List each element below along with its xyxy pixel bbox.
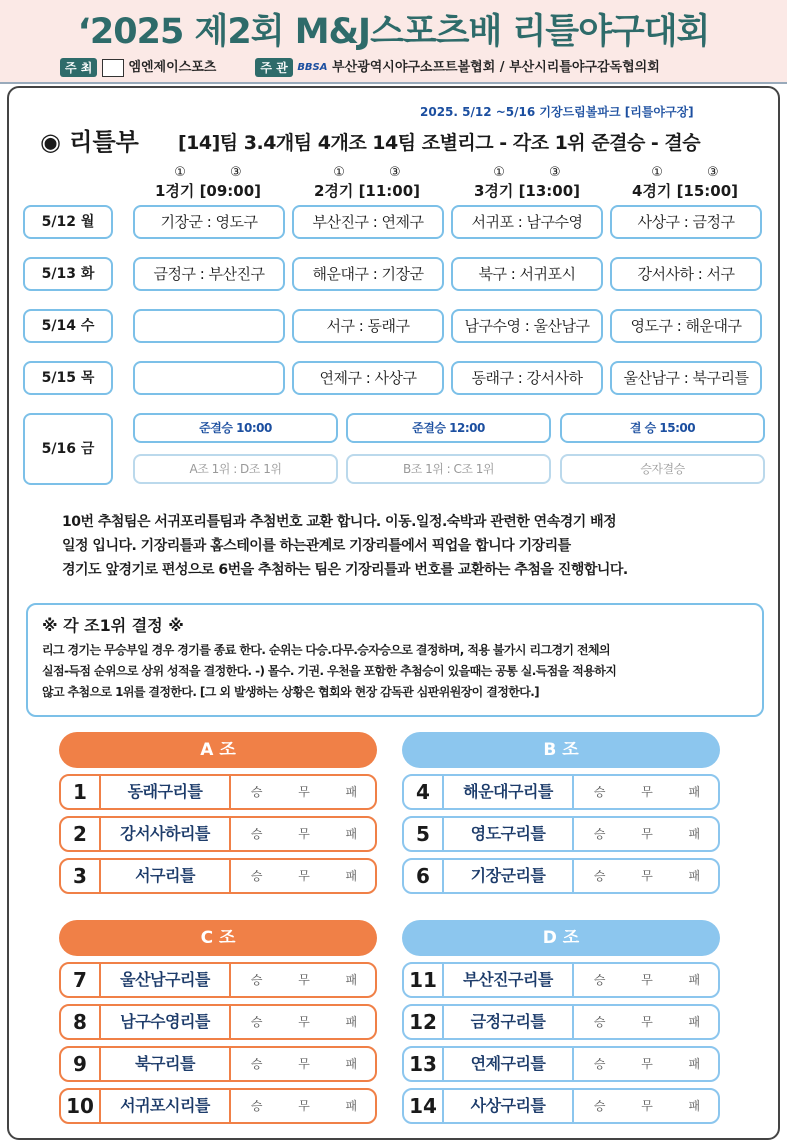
- win-label: 승: [593, 973, 606, 987]
- win-label: 승: [250, 1099, 263, 1113]
- win-label: 승: [593, 869, 606, 883]
- loss-label: 패: [345, 1099, 358, 1113]
- column-header-2: ① ③ 2경기 [11:00]: [313, 165, 421, 200]
- team-row: [402, 816, 720, 852]
- host-name: 엠엔제이스포츠: [128, 60, 217, 75]
- win-draw-loss: [233, 1006, 375, 1038]
- rules-box: [26, 603, 764, 717]
- win-label: 승: [593, 1015, 606, 1029]
- game-cell: 해운대구 : 기장군: [292, 257, 444, 291]
- draw-label: 무: [641, 827, 653, 841]
- draw-label: 무: [298, 1057, 310, 1071]
- team-name: 울산남구리틀: [101, 964, 231, 996]
- draw-label: 무: [641, 1057, 653, 1071]
- win-draw-loss: [576, 818, 718, 850]
- game-cell: 기장군 : 영도구: [133, 205, 285, 239]
- team-name: 서구리틀: [101, 860, 231, 892]
- final-matchup: 승자결승: [560, 454, 765, 484]
- team-name: 영도구리틀: [444, 818, 574, 850]
- game-cell: 서구 : 동래구: [292, 309, 444, 343]
- draw-label: 무: [298, 869, 310, 883]
- loss-label: 패: [688, 973, 701, 987]
- game-cell: 연제구 : 사상구: [292, 361, 444, 395]
- game-cell: 금정구 : 부산진구: [133, 257, 285, 291]
- day-label: 5/14 수: [23, 309, 113, 343]
- team-name: 금정구리틀: [444, 1006, 574, 1038]
- loss-label: 패: [345, 785, 358, 799]
- header: [0, 0, 787, 84]
- win-label: 승: [250, 973, 263, 987]
- loss-label: 패: [688, 1015, 701, 1029]
- mj-logo-icon: [102, 59, 124, 77]
- date-venue: 2025. 5/12 ~5/16 기장드림볼파크 [리틀야구장]: [420, 105, 694, 119]
- draw-label: 무: [641, 1099, 653, 1113]
- organizer-name: 부산광역시야구소프트볼협회 / 부산시리틀야구감독협의회: [332, 60, 660, 75]
- team-row: [402, 774, 720, 810]
- column-header-4: ① ③ 4경기 [15:00]: [631, 165, 739, 200]
- win-label: 승: [250, 827, 263, 841]
- team-number: 8: [61, 1006, 101, 1038]
- game-cell: 강서사하 : 서구: [610, 257, 762, 291]
- win-draw-loss: [576, 1006, 718, 1038]
- group-c-header: C 조: [59, 920, 377, 956]
- division-description: [14]팀 3.4개팀 4개조 14팀 조별리그 - 각조 1위 준결승 - 결승: [178, 132, 701, 154]
- team-number: 12: [404, 1006, 444, 1038]
- notice: 10번 추첨팀은 서귀포리틀팀과 추첨번호 교환 합니다. 이동.일정.숙박과 관련한 연속경기 배정 일정 입니다. 기장리틀과 홈스테이를 하는관계로 기장리틀에서 픽업을 합니다 기장리틀 경기도 앞경기로 편성으로 6번을 추첨하는 팀은 기장리틀과 번호를 교환하는 추첨을 진행합니다.: [62, 514, 628, 578]
- win-label: 승: [250, 869, 263, 883]
- team-row: [59, 1088, 377, 1124]
- team-name: 사상구리틀: [444, 1090, 574, 1122]
- win-label: 승: [250, 1057, 263, 1071]
- semifinal-1-time: 준결승 10:00: [133, 413, 338, 443]
- group-b-header: B 조: [402, 732, 720, 768]
- win-draw-loss: [233, 860, 375, 892]
- loss-label: 패: [688, 1099, 701, 1113]
- team-number: 14: [404, 1090, 444, 1122]
- draw-label: 무: [298, 1099, 310, 1113]
- team-row: [402, 1004, 720, 1040]
- game-cell: 사상구 : 금정구: [610, 205, 762, 239]
- team-row: [402, 1046, 720, 1082]
- draw-label: 무: [641, 785, 653, 799]
- game-cell: [133, 309, 285, 343]
- host-tag: 주 최: [60, 58, 97, 77]
- group-d-header: D 조: [402, 920, 720, 956]
- team-row: [59, 1046, 377, 1082]
- team-row: [402, 1088, 720, 1124]
- game-cell: 남구수영 : 울산남구: [451, 309, 603, 343]
- team-row: [402, 858, 720, 894]
- team-number: 6: [404, 860, 444, 892]
- team-name: 부산진구리틀: [444, 964, 574, 996]
- sponsor-row: [60, 56, 760, 78]
- game-cell: 서귀포 : 남구수영: [451, 205, 603, 239]
- team-number: 3: [61, 860, 101, 892]
- draw-label: 무: [641, 973, 653, 987]
- loss-label: 패: [345, 1015, 358, 1029]
- win-draw-loss: [233, 1048, 375, 1080]
- draw-label: 무: [298, 785, 310, 799]
- team-name: 해운대구리틀: [444, 776, 574, 808]
- semifinal-2-matchup: B조 1위 : C조 1위: [346, 454, 551, 484]
- win-draw-loss: [576, 776, 718, 808]
- team-name: 강서사하리틀: [101, 818, 231, 850]
- win-draw-loss: [233, 818, 375, 850]
- team-number: 13: [404, 1048, 444, 1080]
- team-name: 기장군리틀: [444, 860, 574, 892]
- team-number: 10: [61, 1090, 101, 1122]
- team-number: 11: [404, 964, 444, 996]
- day-label: 5/12 월: [23, 205, 113, 239]
- day-label: 5/15 목: [23, 361, 113, 395]
- game-cell: 울산남구 : 북구리틀: [610, 361, 762, 395]
- group-a-header: A 조: [59, 732, 377, 768]
- rules-text: 리그 경기는 무승부일 경우 경기를 종료 한다. 순위는 다승.다무.승자승으로 결정하며, 적용 불가시 리그경기 전체의 실점-득점 순위으로 상위 성적을 결정한다. -) 몰수. 기권. 우천을 포함한 추첨승이 있을때는 공통 실.득점을 적용하지 않고 추첨으로 1위를 결정한다. [그 외 발생하는 상황은 협회와 현장 감독관 심판위원장이 결정한다.]: [42, 643, 617, 699]
- loss-label: 패: [345, 973, 358, 987]
- win-draw-loss: [576, 964, 718, 996]
- win-label: 승: [593, 785, 606, 799]
- team-number: 9: [61, 1048, 101, 1080]
- loss-label: 패: [688, 1057, 701, 1071]
- game-cell: 북구 : 서귀포시: [451, 257, 603, 291]
- team-name: 동래구리틀: [101, 776, 231, 808]
- draw-label: 무: [298, 973, 310, 987]
- team-number: 1: [61, 776, 101, 808]
- game-cell: 영도구 : 해운대구: [610, 309, 762, 343]
- semifinal-2-time: 준결승 12:00: [346, 413, 551, 443]
- win-draw-loss: [576, 860, 718, 892]
- loss-label: 패: [345, 1057, 358, 1071]
- game-cell: 부산진구 : 연제구: [292, 205, 444, 239]
- page-title: ‘2025 제2회 M&J스포츠배 리틀야구대회: [77, 12, 710, 52]
- day-label: 5/16 금: [23, 413, 113, 485]
- rules-title: ※ 각 조1위 결정 ※: [42, 616, 184, 635]
- loss-label: 패: [688, 869, 701, 883]
- team-name: 연제구리틀: [444, 1048, 574, 1080]
- game-cell: 동래구 : 강서사하: [451, 361, 603, 395]
- team-row: [59, 774, 377, 810]
- draw-label: 무: [641, 1015, 653, 1029]
- column-header-1: ① ③ 1경기 [09:00]: [154, 165, 262, 200]
- loss-label: 패: [345, 827, 358, 841]
- win-label: 승: [250, 1015, 263, 1029]
- win-draw-loss: [576, 1090, 718, 1122]
- draw-label: 무: [298, 827, 310, 841]
- team-name: 서귀포시리틀: [101, 1090, 231, 1122]
- team-name: 북구리틀: [101, 1048, 231, 1080]
- team-row: [402, 962, 720, 998]
- loss-label: 패: [688, 827, 701, 841]
- team-name: 남구수영리틀: [101, 1006, 231, 1038]
- loss-label: 패: [688, 785, 701, 799]
- win-label: 승: [593, 827, 606, 841]
- win-label: 승: [593, 1057, 606, 1071]
- division-title: ◉ 리틀부: [40, 128, 139, 156]
- team-number: 4: [404, 776, 444, 808]
- team-number: 5: [404, 818, 444, 850]
- organizer-tag: 주 관: [255, 58, 292, 77]
- draw-label: 무: [641, 869, 653, 883]
- win-draw-loss: [233, 964, 375, 996]
- draw-label: 무: [298, 1015, 310, 1029]
- semifinal-1-matchup: A조 1위 : D조 1위: [133, 454, 338, 484]
- win-draw-loss: [233, 776, 375, 808]
- bbsa-logo-icon: BBSA: [297, 62, 328, 73]
- day-label: 5/13 화: [23, 257, 113, 291]
- win-draw-loss: [576, 1048, 718, 1080]
- team-row: [59, 1004, 377, 1040]
- team-row: [59, 816, 377, 852]
- team-row: [59, 962, 377, 998]
- game-cell: [133, 361, 285, 395]
- loss-label: 패: [345, 869, 358, 883]
- team-number: 2: [61, 818, 101, 850]
- final-time: 결 승 15:00: [560, 413, 765, 443]
- team-number: 7: [61, 964, 101, 996]
- team-row: [59, 858, 377, 894]
- column-header-3: ① ③ 3경기 [13:00]: [473, 165, 581, 200]
- win-label: 승: [250, 785, 263, 799]
- win-label: 승: [593, 1099, 606, 1113]
- win-draw-loss: [233, 1090, 375, 1122]
